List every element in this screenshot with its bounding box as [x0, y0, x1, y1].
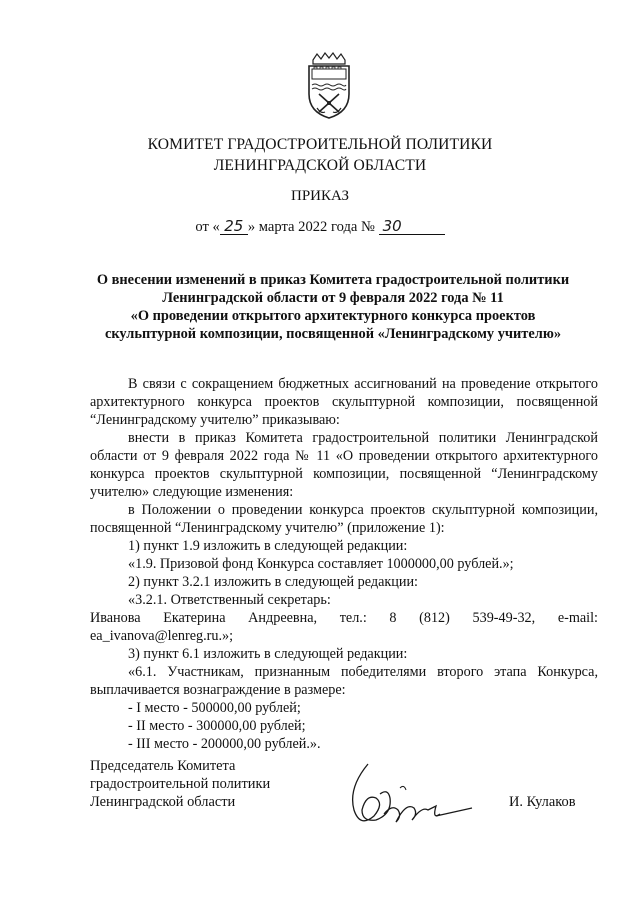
prize-item: - III место - 200000,00 рублей.». [128, 736, 321, 752]
amendment-text: «6.1. Участникам, признанным победителями второго этапа Конкурса, выплачивается вознаграждение в размере: [90, 664, 598, 698]
title-line: Ленинградской области от 9 февраля 2022 года № 11 [162, 290, 504, 306]
handwritten-signature-icon [340, 758, 490, 832]
position-line: Ленинградской области [90, 794, 236, 810]
amendment-text: «1.9. Призовой фонд Конкурса составляет 1000000,00 рублей.»; [128, 556, 514, 572]
amendment-item: 2) пункт 3.2.1 изложить в следующей редакции: [128, 574, 418, 590]
amendment-item: 3) пункт 6.1 изложить в следующей редакции: [128, 646, 408, 662]
order-day: 25 [220, 218, 248, 235]
signatory-position [90, 757, 270, 811]
document-type: ПРИКАЗ [291, 188, 349, 204]
order-date-line [0, 218, 640, 236]
signatory-name: И. Кулаков [509, 794, 576, 810]
prize-item: - II место - 300000,00 рублей; [128, 718, 306, 734]
date-prefix: от « [195, 219, 220, 235]
amendment-text: «3.2.1. Ответственный секретарь: [128, 592, 331, 608]
position-line: Председатель Комитета [90, 758, 236, 774]
title-line: «О проведении открытого архитектурного конкурса проектов [130, 308, 536, 324]
order-number: 30 [379, 218, 445, 235]
organization-name-line2: ЛЕНИНГРАДСКОЙ ОБЛАСТИ [213, 157, 427, 174]
organization-name-line1: КОМИТЕТ ГРАДОСТРОИТЕЛЬНОЙ ПОЛИТИКИ [147, 136, 493, 153]
body-paragraph: В связи с сокращением бюджетных ассигнований на проведение открытого архитектурного конкурса проектов скульптурной композиции, посвященной “Ленинградскому учителю” приказываю: [90, 376, 598, 428]
order-title [68, 271, 598, 343]
position-line: градостроительной политики [90, 776, 271, 792]
body-paragraph: в Положении о проведении конкурса проектов скульптурной композиции, посвященной “Ленинградскому учителю” (приложение 1): [90, 502, 598, 536]
amendment-text: Иванова Екатерина Андреевна, тел.: 8 (812) 539-49-32, e-mail: ea_ivanova@lenreg.ru.»; [90, 610, 598, 644]
amendment-item: 1) пункт 1.9 изложить в следующей редакции: [128, 538, 408, 554]
title-line: О внесении изменений в приказ Комитета градостроительной политики [96, 272, 570, 288]
coat-of-arms-icon [303, 52, 355, 120]
body-paragraph: внести в приказ Комитета градостроительной политики Ленинградской области от 9 февраля 2022 года № 11 «О проведении открытого архитектурного конкурса проектов скульптурной композиции, посвященной “Ленинградскому учителю» следующие изменения: [90, 430, 598, 500]
date-middle: » марта 2022 года № [247, 219, 375, 235]
title-line: скульптурной композиции, посвященной «Ленинградскому учителю» [104, 326, 562, 342]
prize-item: - I место - 500000,00 рублей; [128, 700, 301, 716]
order-body [90, 375, 598, 753]
